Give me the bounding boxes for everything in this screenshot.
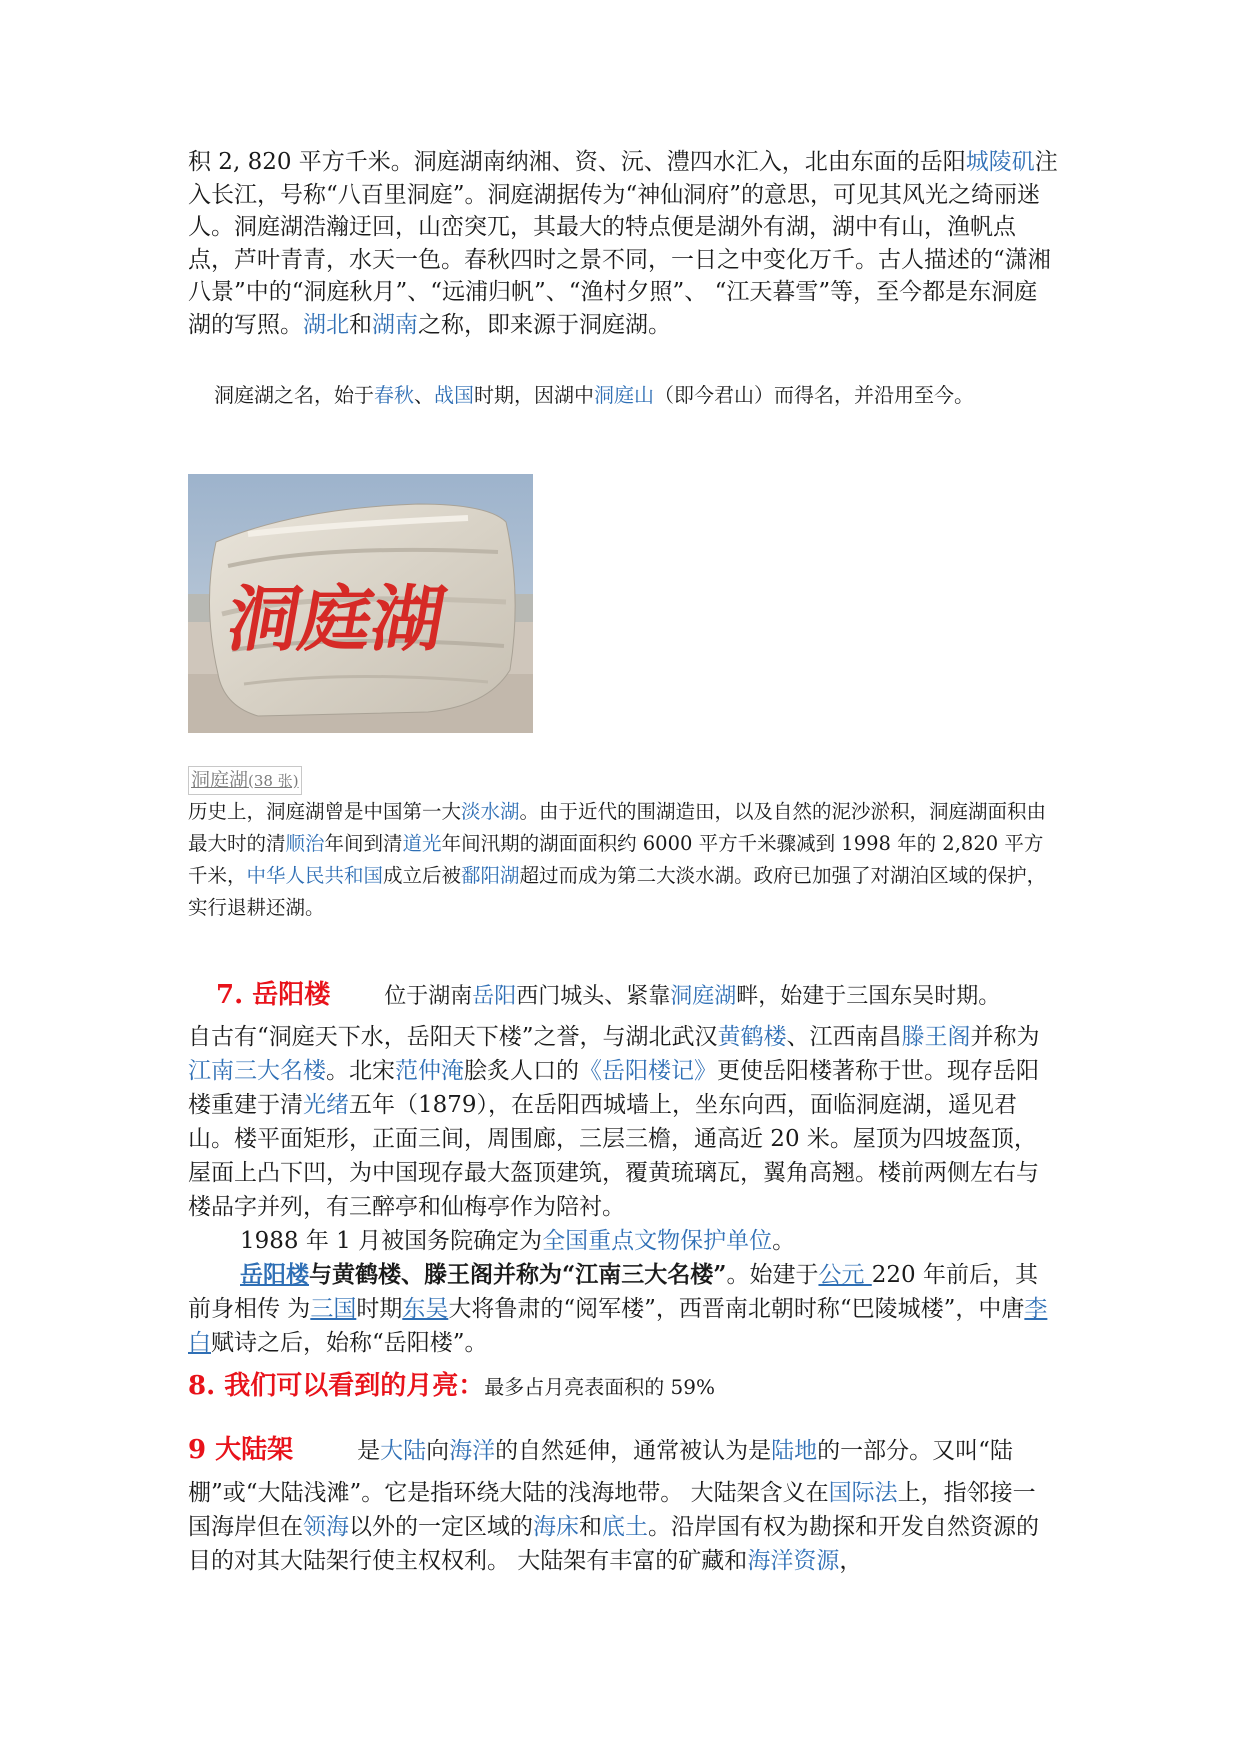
link-territorial-sea[interactable]: 领海 — [303, 1514, 349, 1540]
text-run: 和 — [579, 1514, 602, 1540]
rock-inscription: 洞庭湖 — [220, 577, 452, 662]
link-gongyuan[interactable]: 公元 — [818, 1262, 872, 1288]
link-three-kingdoms[interactable]: 三国 — [310, 1296, 357, 1322]
text-run: 、江西南昌 — [786, 1024, 902, 1050]
name-origin-paragraph — [188, 380, 1058, 410]
link-yellow-crane-tower[interactable]: 黄鹤楼 — [717, 1024, 787, 1050]
text-run: 赋诗之后，始称“岳阳楼”。 — [211, 1330, 488, 1356]
section-8-heading-line — [188, 1366, 715, 1407]
text-run: （即今君山）而得名，并沿用至今。 — [654, 383, 974, 407]
text-run: 超过而成为第二大淡水湖。政府已加强了对湖泊区域的保护，实行退耕还湖。 — [188, 864, 1047, 919]
text-run: 、 — [414, 383, 434, 407]
section-8-title: 8. 我们可以看到的月亮： — [188, 1371, 485, 1401]
text-run: 以外的一定区域的 — [349, 1514, 533, 1540]
text-run: 。沿岸国有权为勘探和开发自然资源的目的对其大陆架行使主权权利。 大陆架有丰富的矿藏和 — [188, 1514, 1039, 1574]
text-run: 的一部分。又叫“陆 — [817, 1438, 1013, 1464]
link-li-bai[interactable]: 李白 — [188, 1296, 1048, 1356]
text-run: 洞庭湖之名，始于 — [214, 383, 374, 407]
link-international-law[interactable]: 国际法 — [828, 1480, 898, 1506]
text-run: 年间到清 — [324, 832, 403, 855]
text-run: 220 年前后，其前身相传 为 — [188, 1262, 1038, 1322]
text-run: 。始建于 — [726, 1262, 819, 1288]
link-ocean[interactable]: 海洋 — [449, 1438, 496, 1464]
text-run: 和 — [349, 311, 372, 338]
link-dongtingshan[interactable]: 洞庭山 — [594, 383, 654, 407]
tower-origin-paragraph — [188, 1258, 1058, 1360]
text-run: 上，指邻接一国海岸但在 — [188, 1480, 1036, 1540]
link-shunzhi[interactable]: 顺治 — [285, 832, 325, 855]
link-yueyang[interactable]: 岳阳 — [472, 984, 517, 1009]
link-seabed[interactable]: 海床 — [533, 1514, 579, 1540]
caption-text: 洞庭湖 — [191, 769, 249, 791]
text-run: 西门城头、紧靠 — [516, 984, 671, 1009]
link-yueyang-tower[interactable]: 岳阳楼 — [240, 1261, 309, 1288]
text-run: 年间汛期的湖面面积约 6000 平方千米骤减到 1998 年的 2,820 平方千米， — [188, 832, 1044, 887]
rock-illustration — [188, 474, 533, 733]
section-9-heading-line — [188, 1428, 1013, 1473]
text-run: 之称，即来源于洞庭湖。 — [418, 311, 671, 338]
text-run: 位于湖南 — [384, 984, 473, 1009]
photo-caption-link[interactable] — [188, 766, 302, 795]
text-run: 1988 年 1 月被国务院确定为 — [240, 1228, 543, 1254]
continental-shelf-paragraph — [188, 1476, 1058, 1578]
text-run: 成立后被 — [383, 864, 462, 887]
text-run: 并称为 — [970, 1024, 1040, 1050]
link-daoguang[interactable]: 道光 — [402, 832, 442, 855]
text-run: 畔，始建于三国东吴时期。 — [736, 984, 1001, 1009]
section-7-title: 7. 岳阳楼 — [216, 980, 331, 1010]
text-run: 脍炙人口的 — [464, 1058, 579, 1084]
link-dongting-lake[interactable]: 洞庭湖 — [670, 984, 737, 1009]
text-run: 更使岳阳楼著称于世。现存岳阳楼重建于清 — [188, 1058, 1039, 1118]
text-run: 注入长江，号称“八百里洞庭”。洞庭湖据传为“神仙洞府”的意思，可见其风光之绮丽迷人。洞庭湖浩瀚迂回，山峦突兀，其最大的特点便是湖外有湖，湖中有山，渔帆点点，芦叶青青，水天一色。春秋四时之景不同，一日之中变化万千。古人描述的“潇湘八景”中的“洞庭秋月”、“远浦归帆”、“渔村夕照”、 “江天暮雪”等，至今都是东洞庭湖的写照。 — [188, 149, 1058, 338]
text-run: 。由于近代的围湖造田，以及自然的泥沙淤积，洞庭湖面积由最大时的清 — [188, 800, 1047, 855]
text-run: 的自然延伸，通常被认为是 — [495, 1438, 772, 1464]
link-national-heritage-site[interactable]: 全国重点文物保护单位 — [542, 1228, 773, 1254]
link-chunqiu[interactable]: 春秋 — [374, 383, 414, 407]
text-run: 自古有“洞庭天下水，岳阳天下楼”之誉，与湖北武汉 — [188, 1024, 718, 1050]
text-run: 棚”或“大陆浅滩”。它是指环绕大陆的浅海地带。 大陆架含义在 — [188, 1480, 829, 1506]
heritage-paragraph — [188, 1224, 1058, 1258]
link-yueyang-tower-essay[interactable]: 《岳阳楼记》 — [579, 1058, 717, 1084]
history-paragraph — [188, 796, 1058, 924]
link-zhanguo[interactable]: 战国 — [434, 383, 474, 407]
link-chenglingji[interactable]: 城陵矶 — [965, 149, 1035, 175]
text-run: 时期 — [356, 1296, 403, 1322]
text-run: 大将鲁肃的“阅军楼”，西晋南北朝时称“巴陵城楼”，中唐 — [448, 1296, 1025, 1322]
caption-count: (38 张) — [248, 772, 299, 790]
link-three-famous-towers[interactable]: 江南三大名楼 — [188, 1058, 326, 1084]
link-marine-resources[interactable]: 海洋资源 — [747, 1548, 840, 1574]
link-continent[interactable]: 大陆 — [380, 1438, 427, 1464]
link-poyang-lake[interactable]: 鄱阳湖 — [461, 864, 520, 887]
link-hubei[interactable]: 湖北 — [303, 311, 349, 338]
intro-paragraph — [188, 146, 1058, 341]
text-run: 历史上，洞庭湖曾是中国第一大 — [188, 800, 462, 823]
section-9-lead — [357, 1438, 1013, 1464]
link-hunan[interactable]: 湖南 — [372, 311, 418, 338]
dongting-rock-photo[interactable] — [188, 474, 533, 733]
section-7-heading-line — [216, 975, 1000, 1017]
link-subsoil[interactable]: 底土 — [602, 1514, 648, 1540]
text-run: 时期，因湖中 — [474, 383, 594, 407]
link-eastern-wu[interactable]: 东吴 — [402, 1296, 449, 1322]
text-run: 。 — [772, 1228, 796, 1254]
text-run: 五年（1879），在岳阳西城墙上，坐东向西，面临洞庭湖，遥见君山。楼平面矩形，正面三间，周围廊，三层三檐，通高近 20 米。屋顶为四坡盔顶，屋面上凸下凹，为中国现存最大盔顶建筑，覆黄琉璃瓦，翼角高翘。楼前两侧左右与楼品字并列，有三醉亭和仙梅亭作为陪衬。 — [188, 1092, 1039, 1220]
link-freshwater-lake[interactable]: 淡水湖 — [461, 800, 520, 823]
link-guangxu[interactable]: 光绪 — [303, 1092, 349, 1118]
link-prc[interactable]: 中华人民共和国 — [246, 864, 384, 887]
bold-text-run: 与黄鹤楼、滕王阁并称为“江南三大名楼” — [309, 1261, 727, 1288]
text-run: 。北宋 — [326, 1058, 395, 1084]
link-tengwang-pavilion[interactable]: 滕王阁 — [901, 1024, 971, 1050]
text-run: 向 — [426, 1438, 450, 1464]
yueyang-tower-paragraph — [188, 1020, 1058, 1224]
text-run: ， — [839, 1548, 863, 1574]
section-9-title: 9 大陆架 — [188, 1435, 294, 1465]
section-7-description — [384, 984, 1000, 1009]
link-land[interactable]: 陆地 — [771, 1438, 818, 1464]
text-run: 积 2, 820 平方千米。洞庭湖南纳湘、资、沅、澧四水汇入，北由东面的岳阳 — [188, 149, 966, 175]
section-8-text: 最多占月亮表面积的 59% — [484, 1375, 716, 1399]
link-fan-zhongyan[interactable]: 范仲淹 — [395, 1058, 464, 1084]
text-run: 是 — [357, 1438, 381, 1464]
